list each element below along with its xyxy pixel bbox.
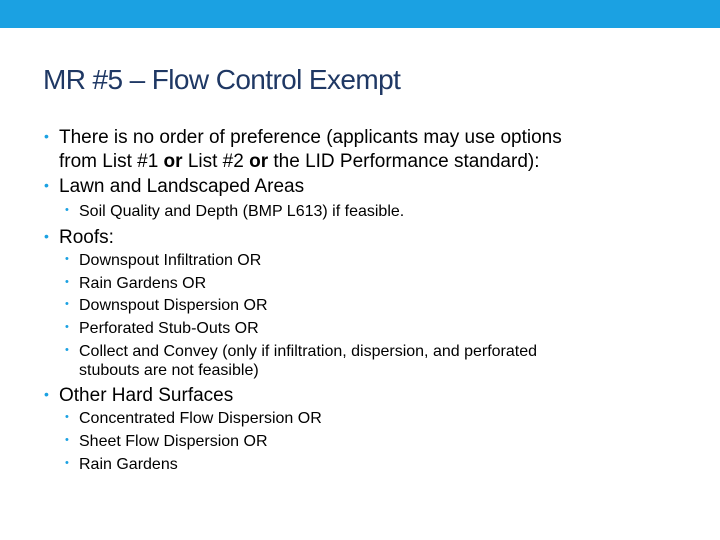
bullet-dot-icon: • <box>65 204 69 216</box>
sub-bullet-roofs <box>65 297 268 315</box>
bullet-text: Downspout Dispersion OR <box>79 297 268 314</box>
bullet-text: Rain Gardens <box>79 456 178 473</box>
bullet-text: Soil Quality and Depth (BMP L613) if feasible. <box>79 203 405 220</box>
bullet-text: Other Hard Surfaces <box>59 385 234 406</box>
emphasis-or: or <box>249 151 269 172</box>
bullet-intro <box>44 127 562 149</box>
emphasis-or: or <box>163 151 183 172</box>
bullet-dot-icon: • <box>44 128 49 144</box>
bullet-dot-icon: • <box>65 298 69 310</box>
bullet-text: from List #1 <box>59 151 164 172</box>
bullet-dot-icon: • <box>65 457 69 469</box>
bullet-text: Concentrated Flow Dispersion OR <box>79 410 322 427</box>
bullet-dot-icon: • <box>65 434 69 446</box>
bullet-dot-icon: • <box>65 321 69 333</box>
slide-title: MR #5 – Flow Control Exempt <box>43 64 401 95</box>
bullet-text: Perforated Stub-Outs OR <box>79 320 259 337</box>
bullet-text: stubouts are not feasible) <box>79 362 259 379</box>
bullet-dot-icon: • <box>65 253 69 265</box>
bullet-lawn <box>44 176 305 198</box>
sub-bullet-other <box>65 456 178 474</box>
bullet-other <box>44 385 234 407</box>
sub-bullet-other <box>65 410 322 428</box>
bullet-text: Collect and Convey (only if infiltration, dispersion, and perforated <box>79 343 538 360</box>
bullet-dot-icon: • <box>44 228 49 244</box>
sub-bullet-other <box>65 433 268 451</box>
bullet-text: the LID Performance standard): <box>268 151 540 172</box>
sub-bullet-roofs <box>65 252 262 270</box>
bullet-dot-icon: • <box>44 177 49 193</box>
bullet-roofs <box>44 227 114 249</box>
bullet-text: Roofs: <box>59 227 114 248</box>
bullet-text: Rain Gardens OR <box>79 275 207 292</box>
bullet-text: Downspout Infiltration OR <box>79 252 262 269</box>
bullet-text: There is no order of preference (applicants may use options <box>59 127 562 148</box>
sub-bullet-roofs <box>65 343 538 361</box>
sub-bullet-roofs <box>65 320 259 338</box>
sub-bullet-roofs <box>65 275 207 293</box>
bullet-dot-icon: • <box>44 386 49 402</box>
bullet-intro-continuation <box>59 151 540 173</box>
bullet-text: Lawn and Landscaped Areas <box>59 176 305 197</box>
bullet-dot-icon: • <box>65 344 69 356</box>
bullet-dot-icon: • <box>65 411 69 423</box>
sub-bullet-lawn <box>65 203 405 221</box>
bullet-text: Sheet Flow Dispersion OR <box>79 433 268 450</box>
sub-bullet-continuation <box>79 362 259 380</box>
bullet-text: List #2 <box>182 151 250 172</box>
bullet-dot-icon: • <box>65 276 69 288</box>
